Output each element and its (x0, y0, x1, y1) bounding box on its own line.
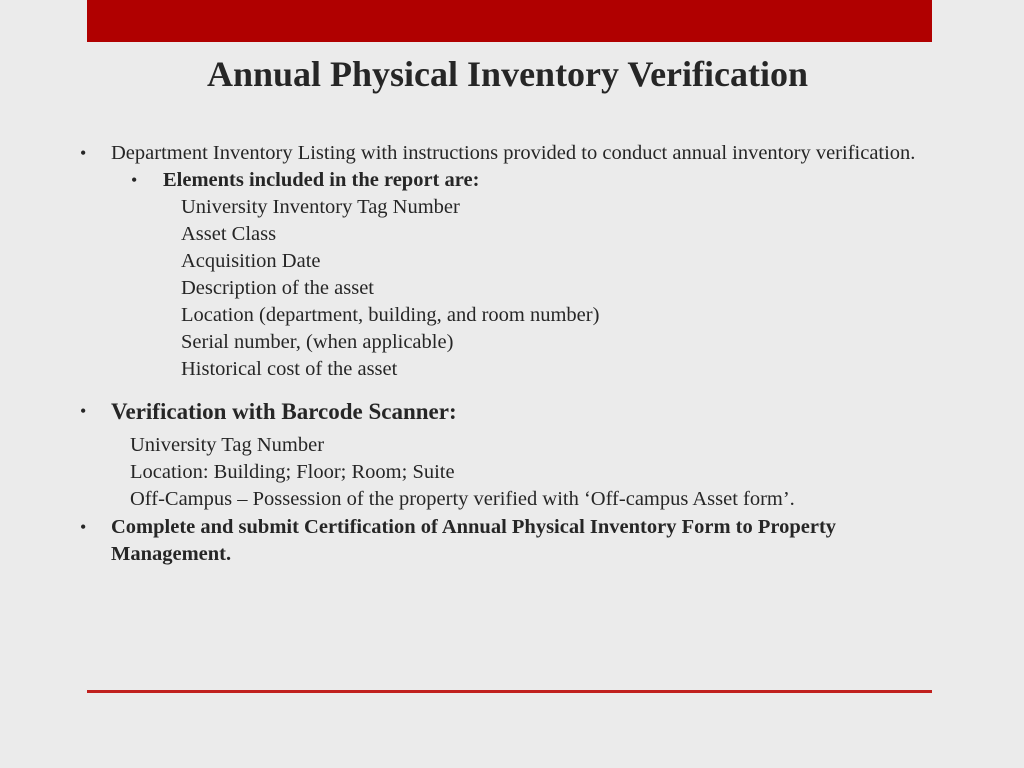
list-item: Historical cost of the asset (181, 358, 398, 380)
slide-title: Annual Physical Inventory Verification (206, 54, 809, 94)
bullet-icon: • (80, 143, 87, 163)
top-accent-bar (87, 0, 932, 42)
list-item: Location: Building; Floor; Room; Suite (130, 461, 455, 483)
bullet-icon: • (80, 517, 87, 537)
list-item: University Inventory Tag Number (181, 196, 460, 218)
list-item: Location (department, building, and room number) (181, 304, 600, 326)
section3-line1: Complete and submit Certification of Annual Physical Inventory Form to Property (111, 516, 837, 538)
section2-heading: Verification with Barcode Scanner: (111, 399, 457, 424)
list-item: Serial number, (when applicable) (181, 331, 454, 353)
list-item: Acquisition Date (181, 250, 321, 272)
section1-text: Department Inventory Listing with instructions provided to conduct annual inventory verification. (111, 142, 916, 164)
list-item: Off-Campus – Possession of the property verified with ‘Off-campus Asset form’. (130, 488, 795, 510)
section3-line2: Management. (111, 543, 232, 565)
bullet-icon: • (80, 401, 87, 421)
list-item: Description of the asset (181, 277, 374, 299)
list-item: Asset Class (181, 223, 277, 245)
bullet-icon: • (131, 170, 138, 190)
list-item: University Tag Number (130, 434, 325, 456)
bottom-divider (87, 690, 932, 693)
section1-subheading: Elements included in the report are: (163, 169, 480, 191)
